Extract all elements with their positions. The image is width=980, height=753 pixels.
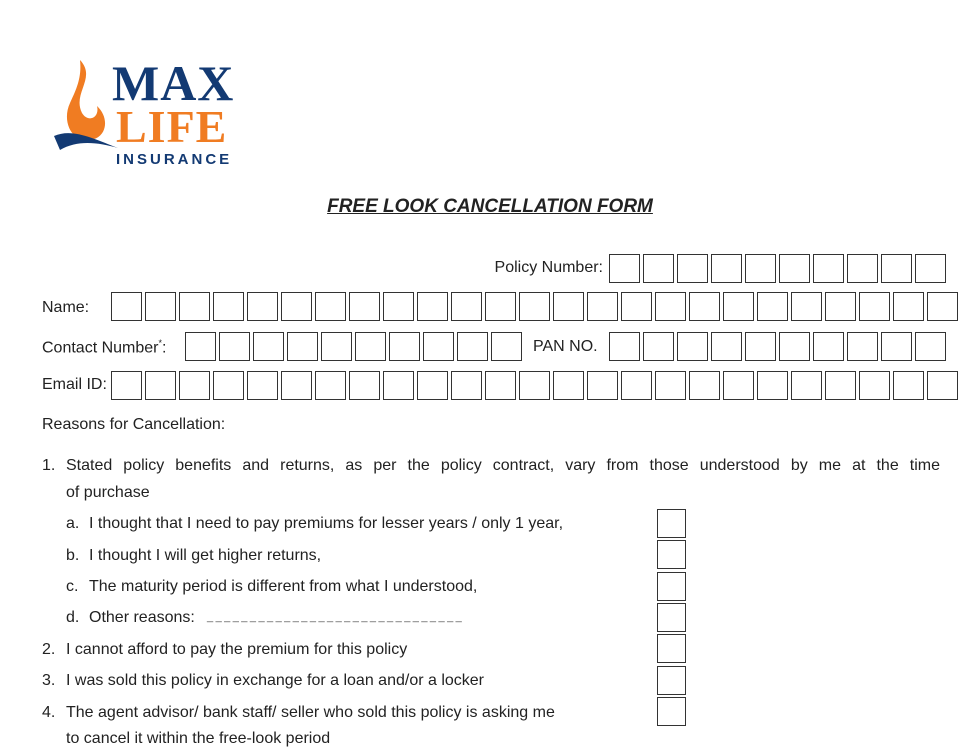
- logo-max: MAX: [112, 55, 235, 111]
- char-box[interactable]: [281, 371, 312, 400]
- char-box[interactable]: [485, 292, 516, 321]
- checkbox-reason-4[interactable]: [657, 697, 686, 726]
- name-boxes[interactable]: [111, 292, 958, 321]
- char-box[interactable]: [757, 371, 788, 400]
- char-box[interactable]: [355, 332, 386, 361]
- char-box[interactable]: [689, 292, 720, 321]
- form-title: FREE LOOK CANCELLATION FORM: [327, 196, 653, 217]
- char-box[interactable]: [609, 332, 640, 361]
- name-label: Name:: [42, 299, 90, 316]
- char-box[interactable]: [813, 254, 844, 283]
- reasons-label: Reasons for Cancellation:: [42, 416, 226, 433]
- char-box[interactable]: [485, 371, 516, 400]
- char-box[interactable]: [383, 371, 414, 400]
- char-box[interactable]: [711, 254, 742, 283]
- char-box[interactable]: [315, 371, 346, 400]
- checkbox-reason-c[interactable]: [657, 572, 686, 601]
- char-box[interactable]: [457, 332, 488, 361]
- reason-b-num: b.: [66, 547, 80, 564]
- logo-insurance: INSURANCE: [116, 151, 233, 168]
- char-box[interactable]: [757, 292, 788, 321]
- reason-4-text: The agent advisor/ bank staff/ seller who sold this policy is asking me: [66, 704, 555, 721]
- required-mark: *: [158, 338, 163, 348]
- reason-2-text: I cannot afford to pay the premium for this policy: [66, 641, 408, 658]
- reason-c-text: The maturity period is different from what I understood,: [89, 578, 478, 595]
- contact-label-text: Contact Number: [42, 339, 159, 357]
- reason-d-text: Other reasons:: [89, 609, 195, 626]
- char-box[interactable]: [813, 332, 844, 361]
- char-box[interactable]: [247, 292, 278, 321]
- char-box[interactable]: [349, 292, 380, 321]
- char-box[interactable]: [677, 332, 708, 361]
- char-box[interactable]: [287, 332, 318, 361]
- reason-4-num: 4.: [42, 704, 56, 721]
- char-box[interactable]: [893, 292, 924, 321]
- char-box[interactable]: [417, 292, 448, 321]
- char-box[interactable]: [779, 254, 810, 283]
- char-box[interactable]: [609, 254, 640, 283]
- char-box[interactable]: [111, 292, 142, 321]
- pan-boxes[interactable]: [609, 332, 946, 361]
- char-box[interactable]: [213, 371, 244, 400]
- char-box[interactable]: [723, 371, 754, 400]
- char-box[interactable]: [587, 371, 618, 400]
- char-box[interactable]: [253, 332, 284, 361]
- reason-1-text-cont: of purchase: [66, 484, 150, 501]
- checkbox-reason-2[interactable]: [657, 634, 686, 663]
- char-box[interactable]: [723, 292, 754, 321]
- char-box[interactable]: [779, 332, 810, 361]
- char-box[interactable]: [791, 371, 822, 400]
- char-box[interactable]: [111, 371, 142, 400]
- reason-b-text: I thought I will get higher returns,: [89, 547, 322, 564]
- reason-a-num: a.: [66, 515, 80, 532]
- checkbox-reason-d[interactable]: [657, 603, 686, 632]
- email-boxes[interactable]: [111, 371, 958, 400]
- char-box[interactable]: [553, 371, 584, 400]
- reason-3-num: 3.: [42, 672, 56, 689]
- char-box[interactable]: [185, 332, 216, 361]
- checkbox-reason-3[interactable]: [657, 666, 686, 695]
- char-box[interactable]: [825, 292, 856, 321]
- char-box[interactable]: [927, 371, 958, 400]
- logo-life: LIFE: [116, 101, 228, 152]
- char-box[interactable]: [349, 371, 380, 400]
- char-box[interactable]: [859, 371, 890, 400]
- char-box[interactable]: [745, 332, 776, 361]
- char-box[interactable]: [915, 332, 946, 361]
- reason-1-num: 1.: [42, 457, 56, 474]
- char-box[interactable]: [655, 371, 686, 400]
- char-box[interactable]: [745, 254, 776, 283]
- char-box[interactable]: [689, 371, 720, 400]
- char-box[interactable]: [915, 254, 946, 283]
- char-box[interactable]: [417, 371, 448, 400]
- char-box[interactable]: [145, 292, 176, 321]
- char-box[interactable]: [219, 332, 250, 361]
- checkbox-reason-a[interactable]: [657, 509, 686, 538]
- char-box[interactable]: [643, 254, 674, 283]
- char-box[interactable]: [859, 292, 890, 321]
- char-box[interactable]: [621, 371, 652, 400]
- char-box[interactable]: [519, 371, 550, 400]
- char-box[interactable]: [621, 292, 652, 321]
- reason-d-num: d.: [66, 609, 80, 626]
- char-box[interactable]: [179, 292, 210, 321]
- reason-3-text: I was sold this policy in exchange for a loan and/or a locker: [66, 672, 485, 689]
- char-box[interactable]: [389, 332, 420, 361]
- char-box[interactable]: [553, 292, 584, 321]
- reason-a-text: I thought that I need to pay premiums for lesser years / only 1 year,: [89, 515, 564, 532]
- char-box[interactable]: [711, 332, 742, 361]
- char-box[interactable]: [145, 371, 176, 400]
- contact-number-boxes[interactable]: [185, 332, 522, 361]
- policy-number-label: Policy Number:: [494, 259, 603, 276]
- char-box[interactable]: [587, 292, 618, 321]
- char-box[interactable]: [847, 254, 878, 283]
- char-box[interactable]: [791, 292, 822, 321]
- pan-label: PAN NO.: [533, 338, 598, 355]
- char-box[interactable]: [451, 292, 482, 321]
- char-box[interactable]: [927, 292, 958, 321]
- logo: [52, 55, 242, 173]
- char-box[interactable]: [423, 332, 454, 361]
- char-box[interactable]: [321, 332, 352, 361]
- reason-c-num: c.: [66, 578, 79, 595]
- contact-colon: :: [162, 339, 167, 357]
- char-box[interactable]: [491, 332, 522, 361]
- char-box[interactable]: [825, 371, 856, 400]
- char-box[interactable]: [315, 292, 346, 321]
- char-box[interactable]: [451, 371, 482, 400]
- char-box[interactable]: [179, 371, 210, 400]
- char-box[interactable]: [383, 292, 414, 321]
- char-box[interactable]: [881, 332, 912, 361]
- char-box[interactable]: [893, 371, 924, 400]
- char-box[interactable]: [847, 332, 878, 361]
- char-box[interactable]: [213, 292, 244, 321]
- char-box[interactable]: [643, 332, 674, 361]
- char-box[interactable]: [519, 292, 550, 321]
- reason-1-text: Stated policy benefits and returns, as per the policy contract, vary from those understood by me at the time: [66, 457, 940, 474]
- contact-number-label: [42, 338, 166, 357]
- reason-2-num: 2.: [42, 641, 56, 658]
- checkbox-reason-b[interactable]: [657, 540, 686, 569]
- other-reasons-blank[interactable]: _ _ _ _ _ _ _ _ _ _ _ _ _ _ _ _ _ _ _ _ _ _ _ _ _ _ _ _ _ _: [207, 611, 462, 623]
- policy-number-boxes[interactable]: [609, 254, 946, 283]
- email-label: Email ID:: [42, 376, 107, 393]
- reason-4-text-cont: to cancel it within the free-look period: [66, 730, 331, 747]
- char-box[interactable]: [281, 292, 312, 321]
- char-box[interactable]: [655, 292, 686, 321]
- char-box[interactable]: [677, 254, 708, 283]
- char-box[interactable]: [881, 254, 912, 283]
- char-box[interactable]: [247, 371, 278, 400]
